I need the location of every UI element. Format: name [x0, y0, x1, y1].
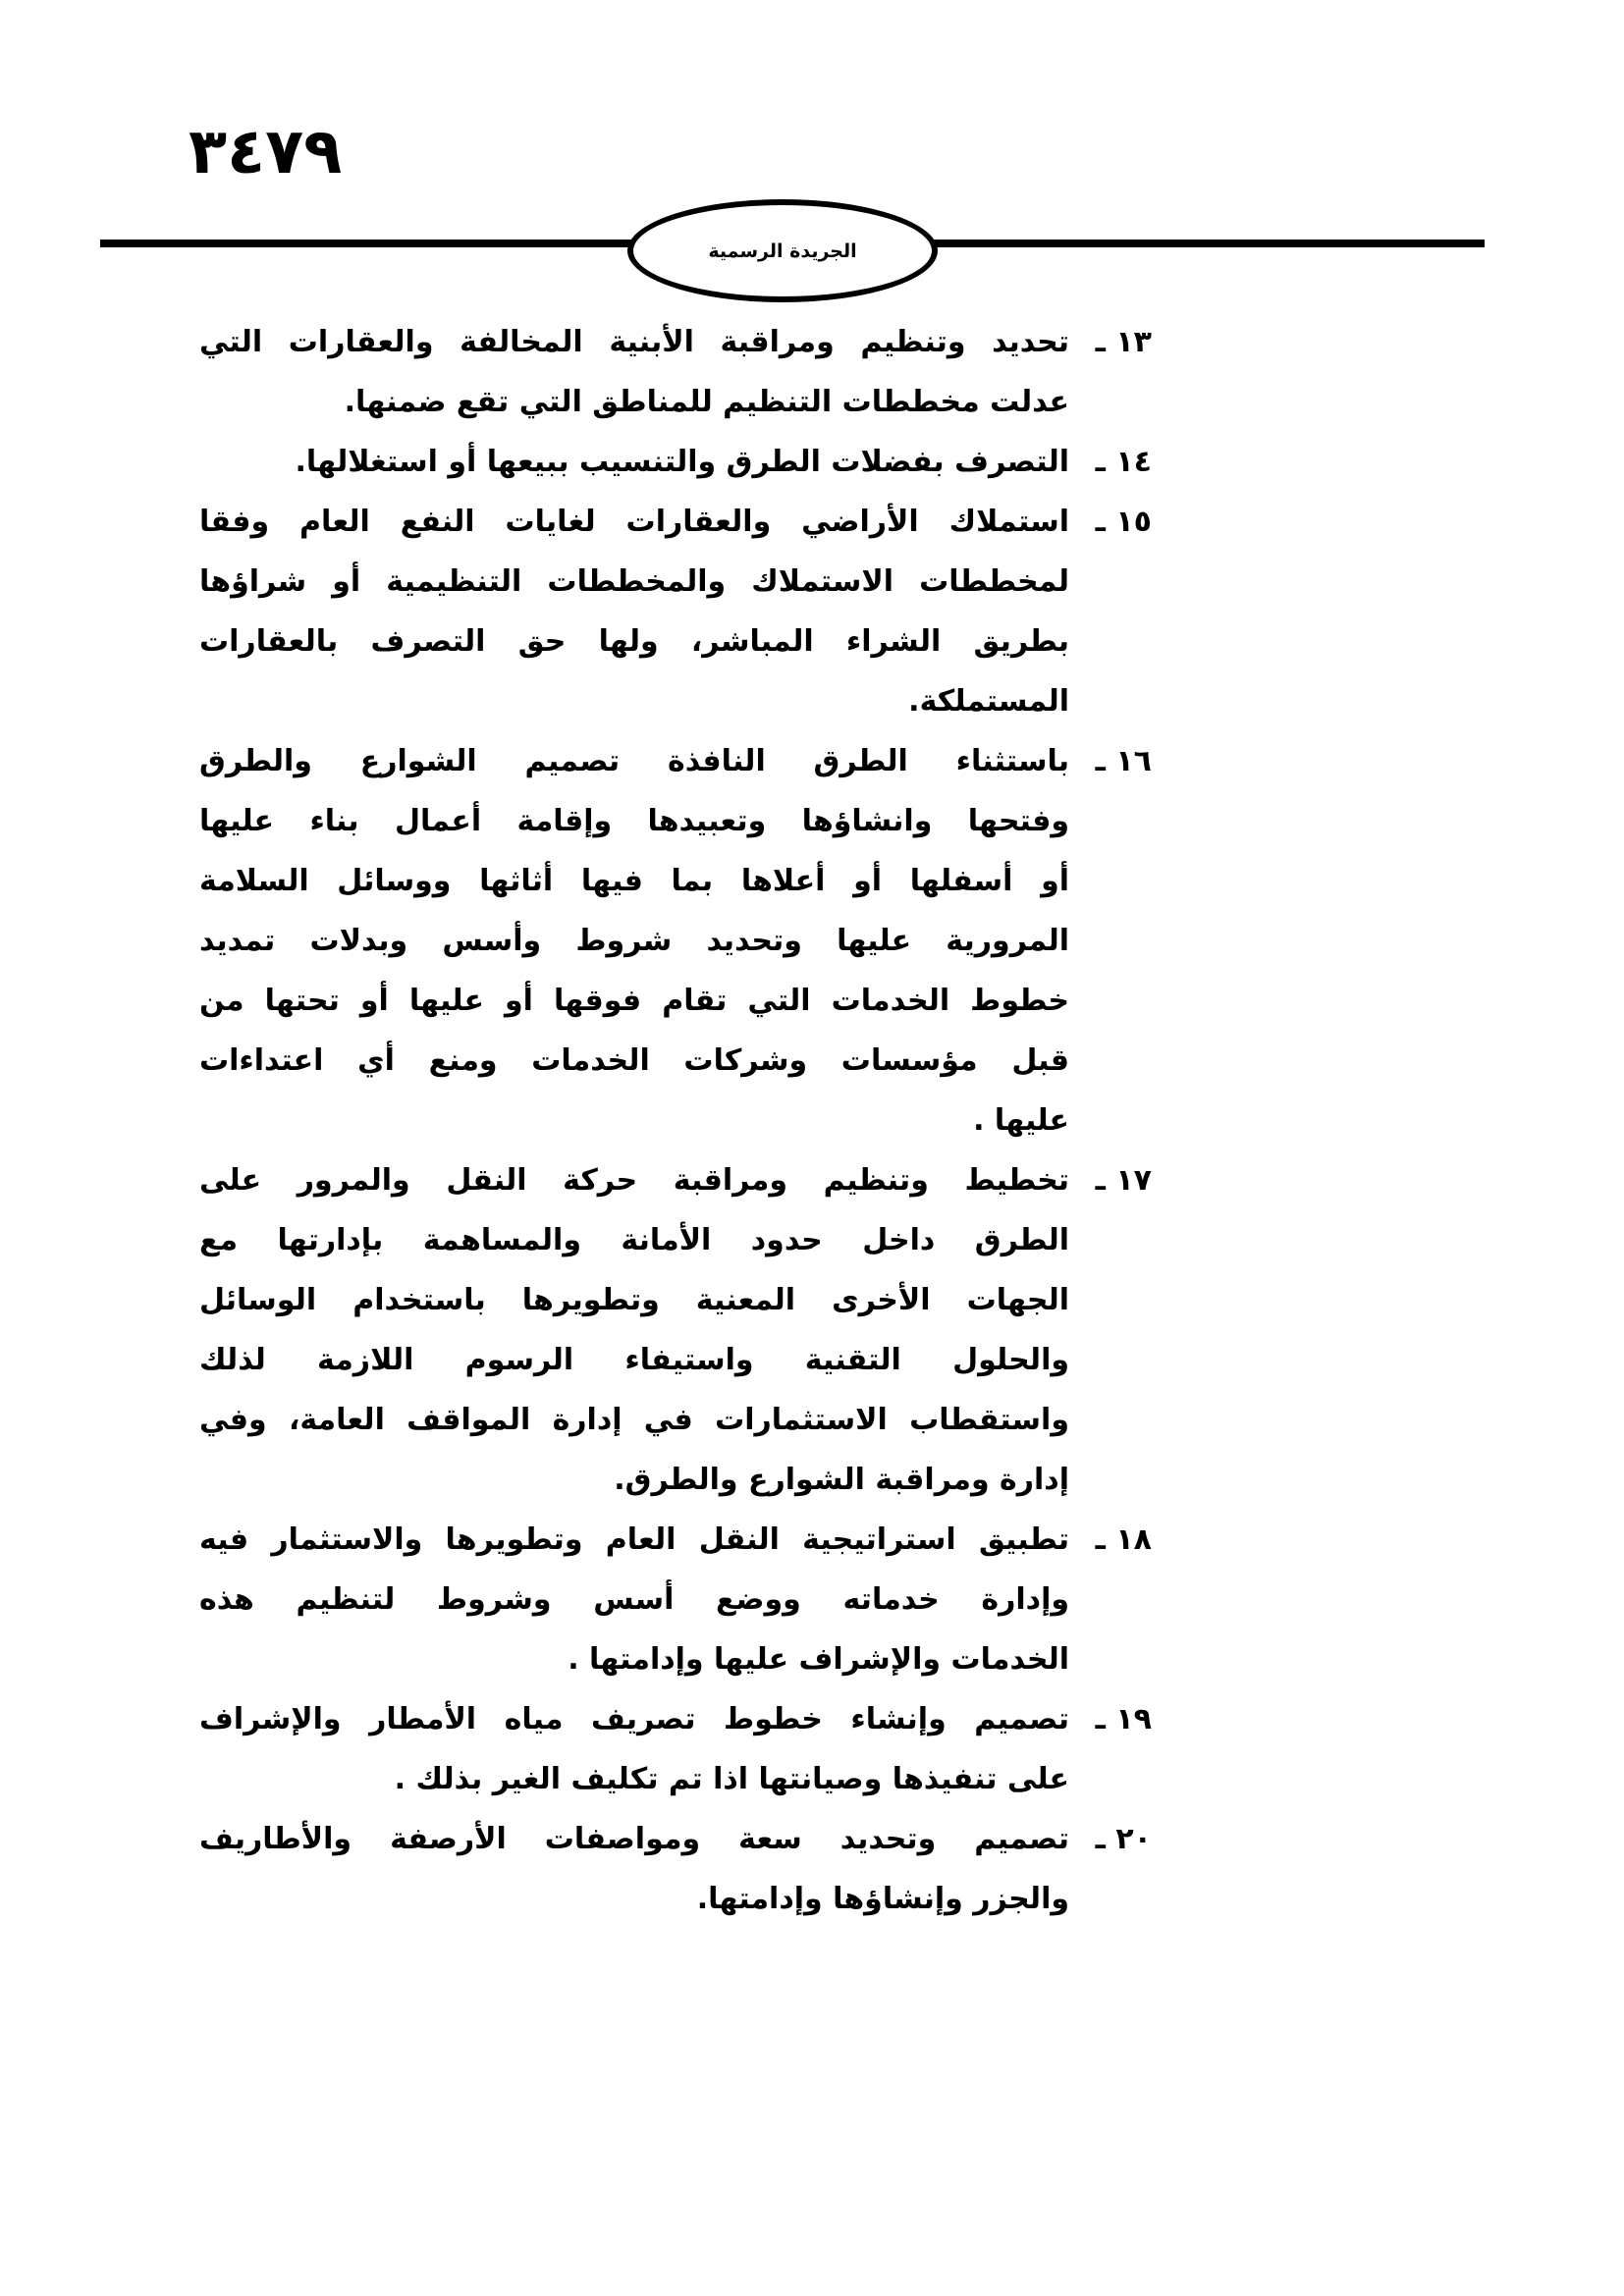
clause-text-line: المستملكة.: [908, 684, 1069, 719]
clause-text-line: الطرق داخل حدود الأمانة والمساهمة بإدارتها مع: [199, 1223, 1069, 1257]
header-emblem: [627, 199, 938, 302]
clause-item: [199, 1150, 1152, 1510]
clause-text-line: وفتحها وانشاؤها وتعبيدها وإقامة أعمال بناء عليها: [199, 804, 1069, 838]
header-title: الجريدة الرسمية: [708, 240, 857, 262]
clause-text-line: باستثناء الطرق النافذة تصميم الشوارع والطرق: [199, 744, 1069, 778]
clause-number: ١٣ ـ: [1095, 325, 1152, 359]
clause-text-line: خطوط الخدمات التي تقام فوقها أو عليها أو تحتها من: [199, 984, 1069, 1018]
clause-text-line: لمخططات الاستملاك والمخططات التنظيمية أو شراؤها: [199, 564, 1069, 599]
clause-text-line: تحديد وتنظيم ومراقبة الأبنية المخالفة والعقارات التي: [199, 325, 1069, 359]
clause-text-line: بطريق الشراء المباشر، ولها حق التصرف بالعقارات: [199, 624, 1069, 659]
clause-item: [199, 1689, 1152, 1809]
clause-text-line: والحلول التقنية واستيفاء الرسوم اللازمة لذلك: [199, 1343, 1069, 1377]
clause-text-line: على تنفيذها وصيانتها اذا تم تكليف الغير بذلك .: [394, 1762, 1069, 1796]
clause-text-line: تخطيط وتنظيم ومراقبة حركة النقل والمرور على: [199, 1163, 1069, 1198]
clause-text-line: الخدمات والإشراف عليها وإدامتها .: [568, 1642, 1069, 1677]
clause-item: [199, 312, 1152, 432]
clause-number: ١٩ ـ: [1095, 1702, 1152, 1736]
clause-number: ١٧ ـ: [1095, 1163, 1152, 1198]
page-number: ٣٤٧٩: [189, 116, 343, 188]
clause-text-line: تصميم وإنشاء خطوط تصريف مياه الأمطار والإشراف: [199, 1702, 1069, 1736]
clause-text-line: التصرف بفضلات الطرق والتنسيب ببيعها أو استغلالها.: [295, 445, 1069, 479]
clause-text-line: أو أسفلها أو أعلاها بما فيها أثاثها ووسائل السلامة: [199, 864, 1069, 898]
clause-text-line: المرورية عليها وتحديد شروط وأسس وبدلات تمديد: [199, 924, 1069, 958]
clause-number: ١٨ ـ: [1095, 1522, 1152, 1557]
clause-number: ١٥ ـ: [1095, 505, 1152, 539]
document-body: [199, 312, 1152, 1929]
clause-item: [199, 731, 1152, 1150]
clause-text-line: تطبيق استراتيجية النقل العام وتطويرها والاستثمار فيه: [199, 1522, 1069, 1557]
clause-text-line: عدلت مخططات التنظيم للمناطق التي تقع ضمنها.: [344, 385, 1069, 419]
clause-item: [199, 1809, 1152, 1929]
clause-text-line: استملاك الأراضي والعقارات لغايات النفع العام وفقا: [199, 505, 1069, 539]
clause-text-line: إدارة ومراقبة الشوارع والطرق.: [614, 1463, 1069, 1497]
clause-text-line: الجهات الأخرى المعنية وتطويرها باستخدام الوسائل: [199, 1283, 1069, 1317]
clause-text-line: عليها .: [973, 1103, 1069, 1138]
clause-text-line: وإدارة خدماته ووضع أسس وشروط لتنظيم هذه: [199, 1582, 1069, 1617]
clause-item: [199, 1510, 1152, 1689]
clause-number: ١٦ ـ: [1095, 744, 1152, 778]
clause-number: ١٤ ـ: [1095, 445, 1152, 479]
clause-text-line: واستقطاب الاستثمارات في إدارة المواقف العامة، وفي: [199, 1403, 1069, 1437]
clause-item: [199, 492, 1152, 731]
clause-item: [199, 432, 1152, 492]
clause-text-line: قبل مؤسسات وشركات الخدمات ومنع أي اعتداءات: [199, 1043, 1069, 1078]
clause-text-line: تصميم وتحديد سعة ومواصفات الأرصفة والأطاريف: [199, 1822, 1069, 1856]
clause-text-line: والجزر وإنشاؤها وإدامتها.: [696, 1882, 1069, 1916]
clause-number: ٢٠ ـ: [1095, 1822, 1152, 1856]
